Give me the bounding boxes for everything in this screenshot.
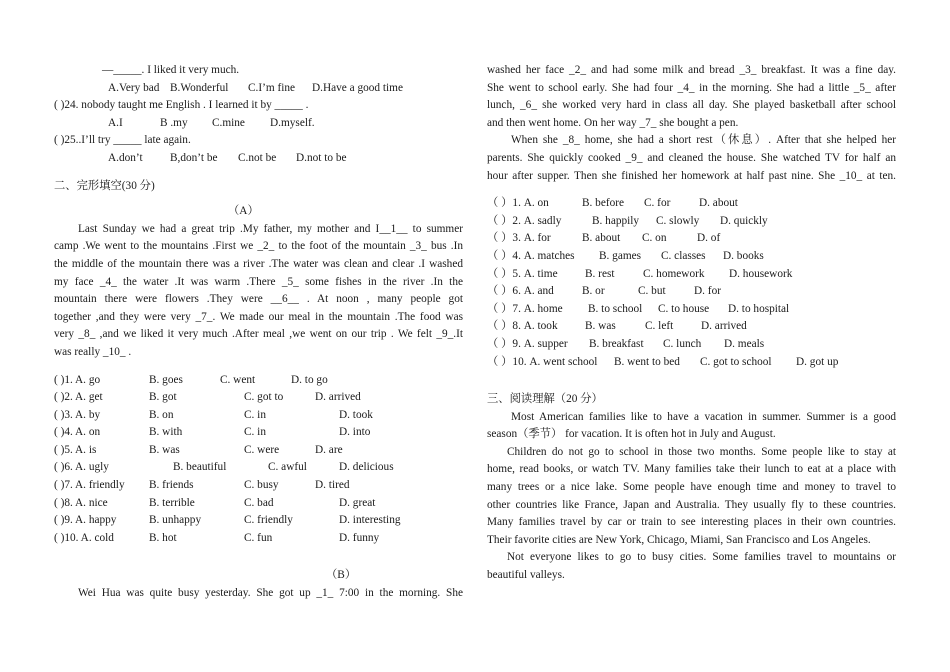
q25-option-a: A.don’t (108, 151, 143, 164)
passage-b-questions (487, 195, 896, 371)
question-option-a: （ ）7. A. home (487, 302, 563, 315)
question-row (487, 230, 896, 248)
question-option-c: C. lunch (663, 337, 702, 350)
question-option-c: C. got to (244, 391, 284, 404)
question-option-c: C. friendly (244, 514, 293, 527)
passage-b-line: washed her face _2_ and had some milk and bread _3_ breakfast. It was a fine day. (487, 64, 896, 76)
question-option-a: （ ）10. A. went school (487, 355, 598, 368)
q24-option-c: C.mine (212, 116, 245, 129)
question-row (54, 372, 463, 390)
question-row (487, 336, 896, 354)
q23-option-c: C.I’m fine (248, 81, 296, 94)
question-option-d: D. got up (796, 355, 839, 368)
question-option-d: D. to go (291, 373, 328, 386)
question-row (487, 318, 896, 336)
passage-b-line: parents. She quickly cooked _9_ and cleaned the house. She watched TV for half an (487, 151, 896, 164)
question-option-c: C. fun (244, 531, 273, 544)
passage-a-line: the middle of the mountain there was a river .The water was clean and clear .I washed (54, 257, 463, 270)
question-option-c: C. for (644, 197, 671, 210)
q23-option-d: D.Have a good time (312, 81, 403, 94)
question-option-b: B. happily (592, 214, 640, 227)
question-option-a: （ ）8. A. took (487, 320, 558, 333)
passage-a-line: together ,and they were very _7_. We made our meal in the mountain .The food was (54, 310, 463, 323)
question-option-d: D. meals (724, 337, 765, 350)
question-option-b: B. terrible (149, 496, 195, 509)
q25-stem: ( )25..I’ll try _____ late again. (54, 134, 191, 147)
question-option-a: ( )3. A. by (54, 408, 101, 421)
question-row (54, 407, 463, 425)
question-option-c: C. were (244, 443, 280, 456)
passage-b-line: lunch, _6_ she worked very hard in class all day. She played basketball after school (487, 99, 896, 112)
question-option-b: B. unhappy (149, 514, 202, 527)
question-row (54, 530, 463, 548)
question-row (487, 266, 896, 284)
question-option-d: D. arrived (315, 391, 361, 404)
question-option-b: B. with (149, 426, 183, 439)
q23-option-a: A.Very bad (108, 81, 160, 94)
question-option-a: ( )7. A. friendly (54, 479, 125, 492)
question-row (54, 512, 463, 530)
question-row (487, 248, 896, 266)
question-option-b: B. rest (585, 267, 615, 280)
passage-a-line: my face _4_ the water .It was warm .There _5_ some fishes in the river .In the (54, 275, 463, 288)
q24-stem: ( )24. nobody taught me English . I learned it by _____ . (54, 99, 309, 112)
question-option-b: B. got (149, 391, 177, 404)
question-option-c: C. but (638, 285, 666, 298)
passage-b-line: She went to school early. She had four _4_ in the morning. She had a little _5_ after (487, 81, 896, 94)
question-option-a: ( )4. A. on (54, 426, 101, 439)
question-option-b: B. about (582, 232, 621, 245)
reading-line: home, read books, or watch TV. Many families take their lunch to eat at a place with (487, 463, 896, 476)
question-option-d: D. quickly (720, 214, 768, 227)
reading-line: Children do not go to school in those two months. Some people like to stay at (507, 445, 896, 458)
section2-title: 二、完形填空(30 分) (54, 179, 155, 192)
question-option-a: （ ）4. A. matches (487, 249, 575, 262)
passage-a-line: Last Sunday we had a great trip .My father, my mother and I__1__ to summer (78, 222, 463, 235)
question-option-a: ( )2. A. get (54, 391, 103, 404)
passage-a-line: camp .We went to the mountains .First we _2_ to the foot of the mountain _3_ bus .In (54, 240, 463, 253)
reading-line: many trees or a nice lake. Some people have enough time and money to travel to (487, 481, 896, 494)
q25-option-d: D.not to be (296, 151, 347, 164)
q23-options (54, 80, 463, 98)
reading-line: season（季节） for vacation. It is often hot in July and August. (487, 428, 776, 441)
passage-a-line: very _8_ ,and we liked it very much .After meal ,we went on our trip . We felt _9_.It (54, 328, 463, 341)
question-option-a: ( )9. A. happy (54, 514, 117, 527)
question-row (487, 354, 896, 372)
q23-tail: —_____. I liked it very much. (102, 64, 240, 76)
question-row (54, 477, 463, 495)
question-option-b: B. goes (149, 373, 183, 386)
question-option-a: ( )10. A. cold (54, 531, 114, 544)
question-option-a: ( )5. A. is (54, 443, 97, 456)
question-option-b: B. or (582, 285, 605, 298)
q25-options (54, 150, 463, 168)
question-option-c: C. went (220, 373, 256, 386)
passage-a-line: was really _10_ . (54, 345, 132, 358)
question-option-d: D. took (339, 408, 373, 421)
question-row (487, 301, 896, 319)
reading-line: Their favorite cities are New York, Chicago, Miami, San Francisco and Los Angeles. (487, 533, 871, 546)
question-option-d: D. books (723, 249, 764, 262)
q24-options (54, 115, 463, 133)
question-option-b: B. hot (149, 531, 177, 544)
question-option-c: C. in (244, 426, 266, 439)
question-option-a: （ ）2. A. sadly (487, 214, 562, 227)
question-option-a: ( )8. A. nice (54, 496, 108, 509)
question-option-c: C. awful (268, 461, 307, 474)
question-option-a: ( )6. A. ugly (54, 461, 109, 474)
question-option-c: C. classes (661, 249, 706, 262)
question-row (54, 389, 463, 407)
question-option-a: （ ）3. A. for (487, 232, 551, 245)
reading-line: Not everyone likes to go to busy cities. Some families travel to mountains or (507, 551, 896, 564)
question-option-c: C. left (645, 320, 674, 333)
question-option-c: C. got to school (700, 355, 772, 368)
passage-a-line: mountain there were flowers .They were __6__ . At noon , many people got (54, 293, 463, 306)
question-row (54, 459, 463, 477)
question-row (487, 195, 896, 213)
question-option-d: D. tired (315, 479, 350, 492)
question-option-b: B. to school (588, 302, 643, 315)
question-option-d: D. funny (339, 531, 380, 544)
question-option-c: C. to house (658, 302, 710, 315)
question-option-a: （ ）5. A. time (487, 267, 558, 280)
passage-a-label: （A） (228, 205, 259, 218)
passage-b-line: When she _8_ home, she had a short rest（休息）. After that she helped her (511, 134, 896, 147)
question-option-d: D. for (694, 285, 721, 298)
q25-option-c: C.not be (238, 151, 277, 164)
question-option-b: B. went to bed (614, 355, 680, 368)
question-option-d: D. delicious (339, 461, 394, 474)
passage-b-label: （B） (326, 569, 357, 582)
question-option-d: D. housework (729, 267, 793, 280)
q23-option-b: B.Wonderful (170, 81, 229, 94)
question-option-c: C. on (642, 232, 667, 245)
q24-option-d: D.myself. (270, 116, 315, 129)
passage-b-line: hour after supper. Then she finished her homework at half past nine. She _10_ at ten. (487, 169, 896, 182)
question-option-a: ( )1. A. go (54, 373, 101, 386)
question-option-a: （ ）6. A. and (487, 285, 554, 298)
q25-option-b: B,don’t be (170, 151, 218, 164)
question-option-b: B. games (599, 249, 642, 262)
question-option-c: C. busy (244, 479, 279, 492)
question-option-c: C. homework (643, 267, 705, 280)
section3-title: 三、阅读理解（20 分） (487, 393, 603, 406)
reading-line: beautiful valleys. (487, 569, 565, 582)
question-row (487, 213, 896, 231)
question-row (54, 495, 463, 513)
reading-line: Many families travel by car or train to see interesting places in their own countries. (487, 516, 896, 529)
question-option-a: （ ）1. A. on (487, 197, 549, 210)
q24-option-a: A.I (108, 116, 123, 129)
passage-a-questions (54, 372, 463, 548)
question-option-c: C. slowly (656, 214, 700, 227)
question-option-d: D. of (697, 232, 721, 245)
question-option-d: D. great (339, 496, 376, 509)
question-row (54, 424, 463, 442)
question-option-b: B. before (582, 197, 625, 210)
question-option-b: B. breakfast (589, 337, 644, 350)
reading-line: Most American families like to have a vacation in summer. Summer is a good (511, 410, 896, 423)
question-row (54, 442, 463, 460)
question-row (487, 283, 896, 301)
question-option-c: C. in (244, 408, 266, 421)
question-option-d: D. into (339, 426, 371, 439)
question-option-d: D. arrived (701, 320, 747, 333)
question-option-b: B. friends (149, 479, 194, 492)
question-option-c: C. bad (244, 496, 274, 509)
passage-b-first-line: Wei Hua was quite busy yesterday. She got up _1_ 7:00 in the morning. She (78, 587, 463, 600)
question-option-b: B. was (585, 320, 616, 333)
question-option-a: （ ）9. A. supper (487, 337, 568, 350)
question-option-d: D. are (315, 443, 343, 456)
reading-line: other countries like France, Japan and Australia. They usually fly to these countries. (487, 498, 896, 511)
question-option-d: D. to hospital (728, 302, 790, 315)
question-option-b: B. beautiful (173, 461, 227, 474)
q24-option-b: B .my (160, 116, 188, 129)
question-option-b: B. was (149, 443, 180, 456)
right-column (487, 62, 896, 585)
question-option-d: D. about (699, 197, 738, 210)
passage-b-line: and then went home. On her way _7_ she bought a pen. (487, 116, 739, 129)
question-option-b: B. on (149, 408, 174, 421)
left-column (54, 62, 463, 603)
question-option-d: D. interesting (339, 514, 401, 527)
